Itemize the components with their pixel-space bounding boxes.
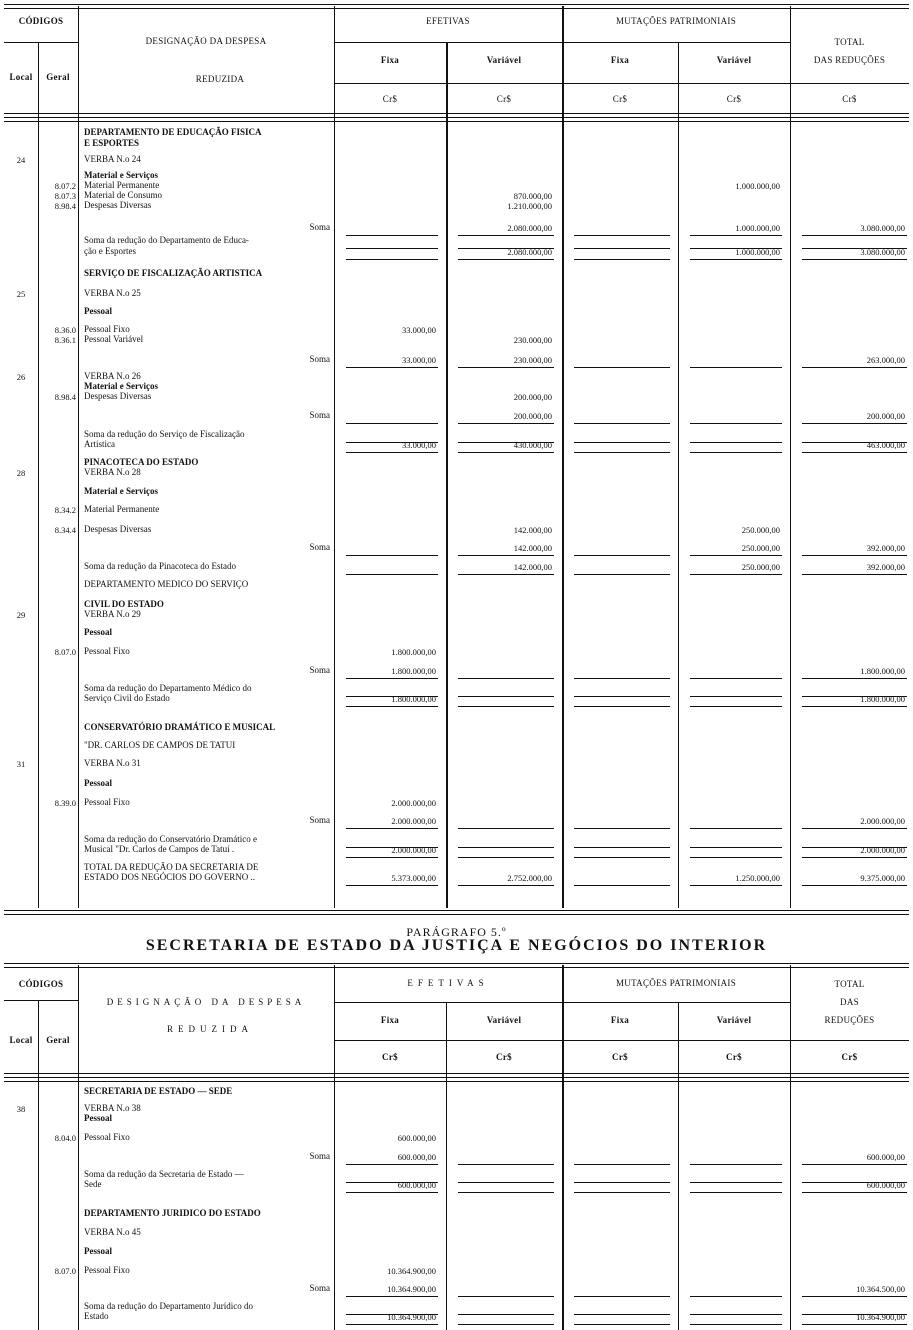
sum-underline bbox=[346, 555, 438, 556]
value-ef-fixa: 10.364.900,00 bbox=[387, 1284, 436, 1294]
secretaria-title: SECRETARIA DE ESTADO DA JUSTIÇA E NEGÓCIOS DO INTERIOR bbox=[145, 937, 768, 954]
value-total: 9.375.000,00 bbox=[860, 873, 905, 883]
value-ef-fixa: 33.000,00 bbox=[402, 355, 436, 365]
section2-top-rule bbox=[4, 963, 909, 968]
sum-underline bbox=[458, 1314, 554, 1315]
sum-underline bbox=[690, 235, 782, 236]
row-description: ESTADO DOS NEGÓCIOS DO GOVERNO .. bbox=[84, 872, 256, 882]
row-description: E ESPORTES bbox=[84, 138, 139, 148]
col2-rule-mut-fixa bbox=[678, 1002, 679, 1330]
row-description: VERBA N.o 24 bbox=[84, 154, 141, 164]
code-local: 31 bbox=[16, 759, 26, 769]
header2-geral: Geral bbox=[46, 1035, 70, 1045]
code-local: 29 bbox=[16, 610, 26, 620]
value-ef-var: 230.000,00 bbox=[513, 335, 552, 345]
row-description: Pessoal bbox=[84, 778, 112, 788]
value-ef-fixa: 1.800.000,00 bbox=[391, 647, 436, 657]
sum-underline bbox=[690, 1296, 782, 1297]
sum-underline bbox=[690, 367, 782, 368]
sum-underline bbox=[802, 235, 907, 236]
row-description: Musical "Dr. Carlos de Campos de Tatuí . bbox=[84, 844, 235, 854]
code-local: 28 bbox=[16, 468, 26, 478]
sum-underline bbox=[574, 574, 670, 575]
header-mut-fixa: Fixa bbox=[610, 55, 630, 65]
row-description: DEPARTAMENTO DE EDUCAÇÃO FISICA bbox=[84, 127, 262, 137]
header2-mut-variavel: Variável bbox=[716, 1015, 752, 1025]
sum-underline bbox=[690, 847, 782, 848]
row-description: "DR. CARLOS DE CAMPOS DE TATUI bbox=[84, 740, 236, 750]
top-rule bbox=[4, 4, 909, 9]
col2-rule-ef-fixa bbox=[446, 1002, 447, 1330]
codigos-rule bbox=[4, 42, 78, 43]
sum-underline bbox=[346, 259, 438, 260]
row-description: VERBA N.o 26 bbox=[84, 371, 141, 381]
row-description: VERBA N.o 28 bbox=[84, 467, 141, 477]
value-ef-var: 200.000,00 bbox=[513, 392, 552, 402]
sum-underline bbox=[346, 235, 438, 236]
value-mut-var: 1.250.000,00 bbox=[735, 873, 780, 883]
header-bottom-rule bbox=[4, 113, 909, 114]
row-description: Pessoal Fixo bbox=[84, 324, 130, 334]
col2-rule-mutacoes bbox=[790, 965, 791, 1330]
sum-underline bbox=[458, 235, 554, 236]
row-description: Pessoal Fixo bbox=[84, 1265, 130, 1275]
code-geral: 8.07.0 bbox=[54, 647, 76, 657]
header2-reduzida: REDUZIDA bbox=[167, 1024, 253, 1034]
sum-underline bbox=[690, 706, 782, 707]
section1-bottom-rule bbox=[4, 910, 909, 915]
header2-codigos: CÓDIGOS bbox=[18, 979, 64, 989]
row-description: Soma da redução da Pinacoteca do Estado bbox=[84, 561, 236, 571]
subheader-rule-s2b bbox=[334, 1040, 909, 1041]
sum-underline bbox=[690, 857, 782, 858]
value-ef-var: 230.000,00 bbox=[513, 355, 552, 365]
sum-underline bbox=[574, 857, 670, 858]
row-description: Soma da redução do Departamento Médico do bbox=[84, 683, 252, 693]
code-geral: 8.98.4 bbox=[54, 392, 76, 402]
sum-underline bbox=[346, 1164, 438, 1165]
code-local: 24 bbox=[16, 155, 26, 165]
sum-underline bbox=[458, 555, 554, 556]
sum-underline bbox=[346, 1324, 438, 1325]
header-mut-variavel: Variável bbox=[716, 55, 752, 65]
header2-ef-fixa: Fixa bbox=[380, 1015, 400, 1025]
header-ef-fixa-cr: Cr$ bbox=[382, 94, 398, 104]
sum-underline bbox=[574, 1324, 670, 1325]
value-mut-var: 1.000.000,00 bbox=[735, 247, 780, 257]
sum-underline bbox=[458, 678, 554, 679]
header-ef-variavel: Variável bbox=[486, 55, 522, 65]
value-total: 200.000,00 bbox=[866, 411, 905, 421]
value-total: 392.000,00 bbox=[866, 543, 905, 553]
sum-underline bbox=[574, 696, 670, 697]
value-mut-var: 1.000.000,00 bbox=[735, 181, 780, 191]
col-rule-geral bbox=[78, 6, 79, 908]
sum-underline bbox=[690, 678, 782, 679]
sum-underline bbox=[802, 423, 907, 424]
sum-underline bbox=[458, 259, 554, 260]
sum-underline bbox=[574, 678, 670, 679]
value-ef-var: 870.000,00 bbox=[513, 191, 552, 201]
value-ef-fixa: 600.000,00 bbox=[397, 1133, 436, 1143]
sum-underline bbox=[802, 1296, 907, 1297]
col2-rule-geral bbox=[78, 965, 79, 1330]
row-description: Estado bbox=[84, 1311, 109, 1321]
sum-underline bbox=[802, 828, 907, 829]
row-description: Pessoal bbox=[84, 1113, 112, 1123]
row-description: Pessoal bbox=[84, 306, 112, 316]
value-ef-fixa: 2.000.000,00 bbox=[391, 816, 436, 826]
row-description: VERBA N.o 31 bbox=[84, 758, 141, 768]
value-ef-var: 2.752.000,00 bbox=[507, 873, 552, 883]
sum-underline bbox=[574, 452, 670, 453]
code-geral: 8.39.0 bbox=[54, 798, 76, 808]
row-description: Pessoal Fixo bbox=[84, 797, 130, 807]
header2-ef-fixa-cr: Cr$ bbox=[382, 1052, 398, 1062]
sum-underline bbox=[690, 696, 782, 697]
value-ef-fixa: 2.000.000,00 bbox=[391, 845, 436, 855]
header-mutacoes: MUTAÇÕES PATRIMONIAIS bbox=[615, 16, 736, 26]
sum-underline bbox=[574, 423, 670, 424]
sum-underline bbox=[458, 696, 554, 697]
sum-underline bbox=[690, 442, 782, 443]
value-total: 1.800.000,00 bbox=[860, 694, 905, 704]
sum-underline bbox=[802, 259, 907, 260]
col-rule-efetivas bbox=[562, 6, 564, 908]
row-description: Pessoal Fixo bbox=[84, 1132, 130, 1142]
code-geral: 8.34.4 bbox=[54, 525, 76, 535]
value-total: 3.080.000,00 bbox=[860, 223, 905, 233]
col2-rule-desc bbox=[334, 965, 335, 1330]
sum-underline bbox=[574, 828, 670, 829]
soma-label: Soma bbox=[309, 1151, 330, 1161]
value-ef-fixa: 600.000,00 bbox=[397, 1152, 436, 1162]
sum-underline bbox=[458, 1296, 554, 1297]
header-codigos: CÓDIGOS bbox=[18, 16, 64, 26]
row-description: Despesas Diversas bbox=[84, 524, 152, 534]
soma-label: Soma bbox=[309, 542, 330, 552]
header2-total-cr: Cr$ bbox=[841, 1052, 858, 1062]
value-mut-var: 250.000,00 bbox=[741, 562, 780, 572]
soma-label: Soma bbox=[309, 354, 330, 364]
sum-underline bbox=[458, 885, 554, 886]
sum-underline bbox=[690, 1324, 782, 1325]
header-mut-var-cr: Cr$ bbox=[726, 94, 742, 104]
row-description: Pessoal bbox=[84, 627, 112, 637]
sum-underline bbox=[574, 1296, 670, 1297]
sum-underline bbox=[802, 857, 907, 858]
soma-label: Soma bbox=[309, 815, 330, 825]
value-total: 2.000.000,00 bbox=[860, 845, 905, 855]
sum-underline bbox=[458, 367, 554, 368]
row-description: PINACOTECA DO ESTADO bbox=[84, 457, 199, 467]
header-double-rule bbox=[4, 117, 909, 122]
value-ef-var: 200.000,00 bbox=[513, 411, 552, 421]
sum-underline bbox=[574, 1182, 670, 1183]
value-ef-var: 142.000,00 bbox=[513, 525, 552, 535]
col-rule-desc bbox=[334, 6, 335, 908]
value-ef-var: 430.000,00 bbox=[513, 440, 552, 450]
value-mut-var: 250.000,00 bbox=[741, 543, 780, 553]
sum-underline bbox=[346, 423, 438, 424]
sum-underline bbox=[802, 555, 907, 556]
sum-underline bbox=[802, 1192, 907, 1193]
value-total: 10.364.900,00 bbox=[856, 1312, 905, 1322]
header2-reducoes: REDUÇÕES bbox=[824, 1015, 875, 1025]
row-description: Soma da redução da Secretaria de Estado — bbox=[84, 1169, 244, 1179]
sum-underline bbox=[690, 1182, 782, 1183]
sum-underline bbox=[458, 1182, 554, 1183]
header2-local: Local bbox=[9, 1035, 33, 1045]
row-description: Material de Consumo bbox=[84, 190, 162, 200]
value-total: 600.000,00 bbox=[866, 1152, 905, 1162]
row-description: TOTAL DA REDUÇÃO DA SECRETARIA DE bbox=[84, 862, 259, 872]
sum-underline bbox=[574, 235, 670, 236]
row-description: DEPARTAMENTO JURIDICO DO ESTADO bbox=[84, 1208, 261, 1218]
value-total: 463.000,00 bbox=[866, 440, 905, 450]
col-rule-mutacoes bbox=[790, 6, 791, 908]
sum-underline bbox=[346, 574, 438, 575]
header-designacao: DESIGNAÇÃO DA DESPESA bbox=[145, 36, 267, 46]
col2-rule-local bbox=[38, 1000, 39, 1330]
sum-underline bbox=[346, 1296, 438, 1297]
row-description: Soma da redução do Departamento Jurídico do bbox=[84, 1301, 253, 1311]
value-ef-var: 142.000,00 bbox=[513, 562, 552, 572]
soma-label: Soma bbox=[309, 222, 330, 232]
header-geral: Geral bbox=[46, 72, 70, 82]
header2-total: TOTAL bbox=[834, 979, 865, 989]
sum-underline bbox=[346, 248, 438, 249]
row-description: Material e Serviços bbox=[84, 381, 158, 391]
sum-underline bbox=[574, 1164, 670, 1165]
value-ef-var: 2.080.000,00 bbox=[507, 223, 552, 233]
sum-underline bbox=[458, 706, 554, 707]
value-total: 2.000.000,00 bbox=[860, 816, 905, 826]
header-efetivas: EFETIVAS bbox=[426, 16, 470, 26]
row-description: Despesas Diversas bbox=[84, 391, 152, 401]
sum-underline bbox=[690, 452, 782, 453]
code-local: 26 bbox=[16, 372, 26, 382]
header2-mut-fixa: Fixa bbox=[610, 1015, 630, 1025]
code-geral: 8.04.0 bbox=[54, 1133, 76, 1143]
value-ef-fixa: 600.000,00 bbox=[397, 1180, 436, 1190]
soma-label: Soma bbox=[309, 665, 330, 675]
sum-underline bbox=[802, 367, 907, 368]
code-geral: 8.36.0 bbox=[54, 325, 76, 335]
row-description: SERVIÇO DE FISCALIZAÇÃO ARTISTICA bbox=[84, 268, 263, 278]
subheader-rule-2 bbox=[334, 83, 909, 84]
sum-underline bbox=[574, 1314, 670, 1315]
header-local: Local bbox=[9, 72, 33, 82]
row-description: CIVIL DO ESTADO bbox=[84, 599, 164, 609]
sum-underline bbox=[346, 1192, 438, 1193]
value-mut-var: 1.000.000,00 bbox=[735, 223, 780, 233]
sum-underline bbox=[458, 423, 554, 424]
row-description: Sede bbox=[84, 1179, 102, 1189]
sum-underline bbox=[690, 1314, 782, 1315]
sum-underline bbox=[574, 706, 670, 707]
col-rule-local bbox=[38, 42, 39, 908]
sum-underline bbox=[690, 1164, 782, 1165]
header-das-reducoes: DAS REDUÇÕES bbox=[813, 55, 886, 65]
sum-underline bbox=[802, 452, 907, 453]
value-mut-var: 250.000,00 bbox=[741, 525, 780, 535]
col2-rule-efetivas bbox=[562, 965, 564, 1330]
sum-underline bbox=[802, 706, 907, 707]
row-description: VERBA N.o 29 bbox=[84, 609, 141, 619]
code-geral: 8.07.2 bbox=[54, 181, 76, 191]
row-description: Material e Serviços bbox=[84, 486, 158, 496]
header2-ef-var-cr: Cr$ bbox=[496, 1052, 512, 1062]
row-description: Soma da redução do Serviço de Fiscalização bbox=[84, 429, 245, 439]
value-total: 3.080.000,00 bbox=[860, 247, 905, 257]
sum-underline bbox=[690, 555, 782, 556]
value-ef-var: 2.080.000,00 bbox=[507, 247, 552, 257]
sum-underline bbox=[346, 857, 438, 858]
row-description: Pessoal Variável bbox=[84, 334, 144, 344]
sum-underline bbox=[346, 678, 438, 679]
sum-underline bbox=[802, 678, 907, 679]
sum-underline bbox=[346, 706, 438, 707]
header-ef-var-cr: Cr$ bbox=[496, 94, 512, 104]
row-description: VERBA N.o 45 bbox=[84, 1227, 141, 1237]
row-description: Despesas Diversas bbox=[84, 200, 152, 210]
sum-underline bbox=[574, 259, 670, 260]
code-local: 25 bbox=[16, 289, 26, 299]
code-geral: 8.36.1 bbox=[54, 335, 76, 345]
row-description: Pessoal Fixo bbox=[84, 646, 130, 656]
value-total: 600.000,00 bbox=[866, 1180, 905, 1190]
sum-underline bbox=[458, 1164, 554, 1165]
value-ef-fixa: 10.364.900,00 bbox=[387, 1312, 436, 1322]
row-description: DEPARTAMENTO MEDICO DO SERVIÇO bbox=[84, 579, 249, 589]
code-geral: 8.34.2 bbox=[54, 505, 76, 515]
sum-underline bbox=[802, 1164, 907, 1165]
value-total: 392.000,00 bbox=[866, 562, 905, 572]
sum-underline bbox=[458, 857, 554, 858]
row-description: Material e Serviços bbox=[84, 170, 158, 180]
sum-underline bbox=[346, 828, 438, 829]
paragrafo-label: PARÁGRAFO 5.º bbox=[406, 925, 507, 939]
value-ef-fixa: 1.800.000,00 bbox=[391, 666, 436, 676]
sum-underline bbox=[690, 423, 782, 424]
sum-underline bbox=[574, 1192, 670, 1193]
row-description: Artística bbox=[84, 439, 115, 449]
header2-efetivas: EFETIVAS bbox=[407, 978, 489, 988]
sum-underline bbox=[690, 259, 782, 260]
value-ef-fixa: 5.373.000,00 bbox=[391, 873, 436, 883]
row-description: VERBA N.o 38 bbox=[84, 1103, 141, 1113]
sum-underline bbox=[690, 574, 782, 575]
sum-underline bbox=[802, 885, 907, 886]
header2-designacao: DESIGNAÇÃO DA DESPESA bbox=[106, 997, 306, 1007]
value-total: 263.000,00 bbox=[866, 355, 905, 365]
sum-underline bbox=[574, 367, 670, 368]
codigos-rule-2 bbox=[4, 1000, 78, 1001]
header2-mutacoes: MUTAÇÕES PATRIMONIAIS bbox=[615, 978, 736, 988]
row-description: ção e Esportes bbox=[84, 246, 136, 256]
sum-underline bbox=[574, 885, 670, 886]
header2-mut-var-cr: Cr$ bbox=[726, 1052, 742, 1062]
row-description: Material Permanente bbox=[84, 504, 160, 514]
value-total: 10.364.500,00 bbox=[856, 1284, 905, 1294]
header2-mut-fixa-cr: Cr$ bbox=[612, 1052, 628, 1062]
header2-ef-variavel: Variável bbox=[486, 1015, 522, 1025]
row-description: Pessoal bbox=[84, 1246, 112, 1256]
sum-underline bbox=[458, 574, 554, 575]
value-ef-fixa: 33.000,00 bbox=[402, 325, 436, 335]
sum-underline bbox=[802, 1324, 907, 1325]
sum-underline bbox=[690, 828, 782, 829]
sum-underline bbox=[574, 555, 670, 556]
sum-underline bbox=[458, 828, 554, 829]
soma-label: Soma bbox=[309, 1283, 330, 1293]
col-rule-ef-fixa bbox=[446, 42, 448, 908]
code-geral: 8.98.4 bbox=[54, 201, 76, 211]
row-description: CONSERVATÓRIO DRAMÁTICO E MUSICAL bbox=[84, 722, 276, 732]
sum-underline bbox=[574, 847, 670, 848]
sum-underline bbox=[346, 885, 438, 886]
code-local: 38 bbox=[16, 1104, 26, 1114]
row-description: Soma da redução do Departamento de Educa- bbox=[84, 235, 249, 245]
header-total-cr: Cr$ bbox=[842, 94, 857, 104]
row-description: SECRETARIA DE ESTADO — SEDE bbox=[84, 1086, 233, 1096]
sum-underline bbox=[690, 1192, 782, 1193]
row-description: Serviço Civil do Estado bbox=[84, 693, 170, 703]
header2-double-rule bbox=[4, 1077, 909, 1082]
sum-underline bbox=[690, 885, 782, 886]
sum-underline bbox=[458, 847, 554, 848]
header-reduzida: REDUZIDA bbox=[195, 74, 245, 84]
sum-underline bbox=[458, 1324, 554, 1325]
row-description: Soma da redução do Conservatório Dramático e bbox=[84, 834, 257, 844]
value-ef-fixa: 33.000,00 bbox=[402, 440, 436, 450]
sum-underline bbox=[458, 452, 554, 453]
value-total: 1.800.000,00 bbox=[860, 666, 905, 676]
value-ef-fixa: 1.800.000,00 bbox=[391, 694, 436, 704]
header2-das: DAS bbox=[840, 997, 859, 1007]
header-mut-fixa-cr: Cr$ bbox=[612, 94, 628, 104]
value-ef-fixa: 2.000.000,00 bbox=[391, 798, 436, 808]
code-geral: 8.07.0 bbox=[54, 1266, 76, 1276]
sum-underline bbox=[802, 574, 907, 575]
row-description: VERBA N.o 25 bbox=[84, 288, 141, 298]
value-ef-fixa: 10.364.900,00 bbox=[387, 1266, 436, 1276]
col-rule-mut-fixa bbox=[678, 42, 679, 908]
value-ef-var: 142.000,00 bbox=[513, 543, 552, 553]
sum-underline bbox=[346, 367, 438, 368]
code-geral: 8.07.3 bbox=[54, 191, 76, 201]
soma-label: Soma bbox=[309, 410, 330, 420]
header2-bottom-rule bbox=[4, 1073, 909, 1074]
row-description: Material Permanente bbox=[84, 180, 160, 190]
header-total: TOTAL bbox=[834, 37, 865, 47]
sum-underline bbox=[574, 248, 670, 249]
sum-underline bbox=[574, 442, 670, 443]
sum-underline bbox=[346, 452, 438, 453]
header-ef-fixa: Fixa bbox=[380, 55, 400, 65]
sum-underline bbox=[458, 1192, 554, 1193]
value-ef-var: 1.210.000,00 bbox=[507, 201, 552, 211]
